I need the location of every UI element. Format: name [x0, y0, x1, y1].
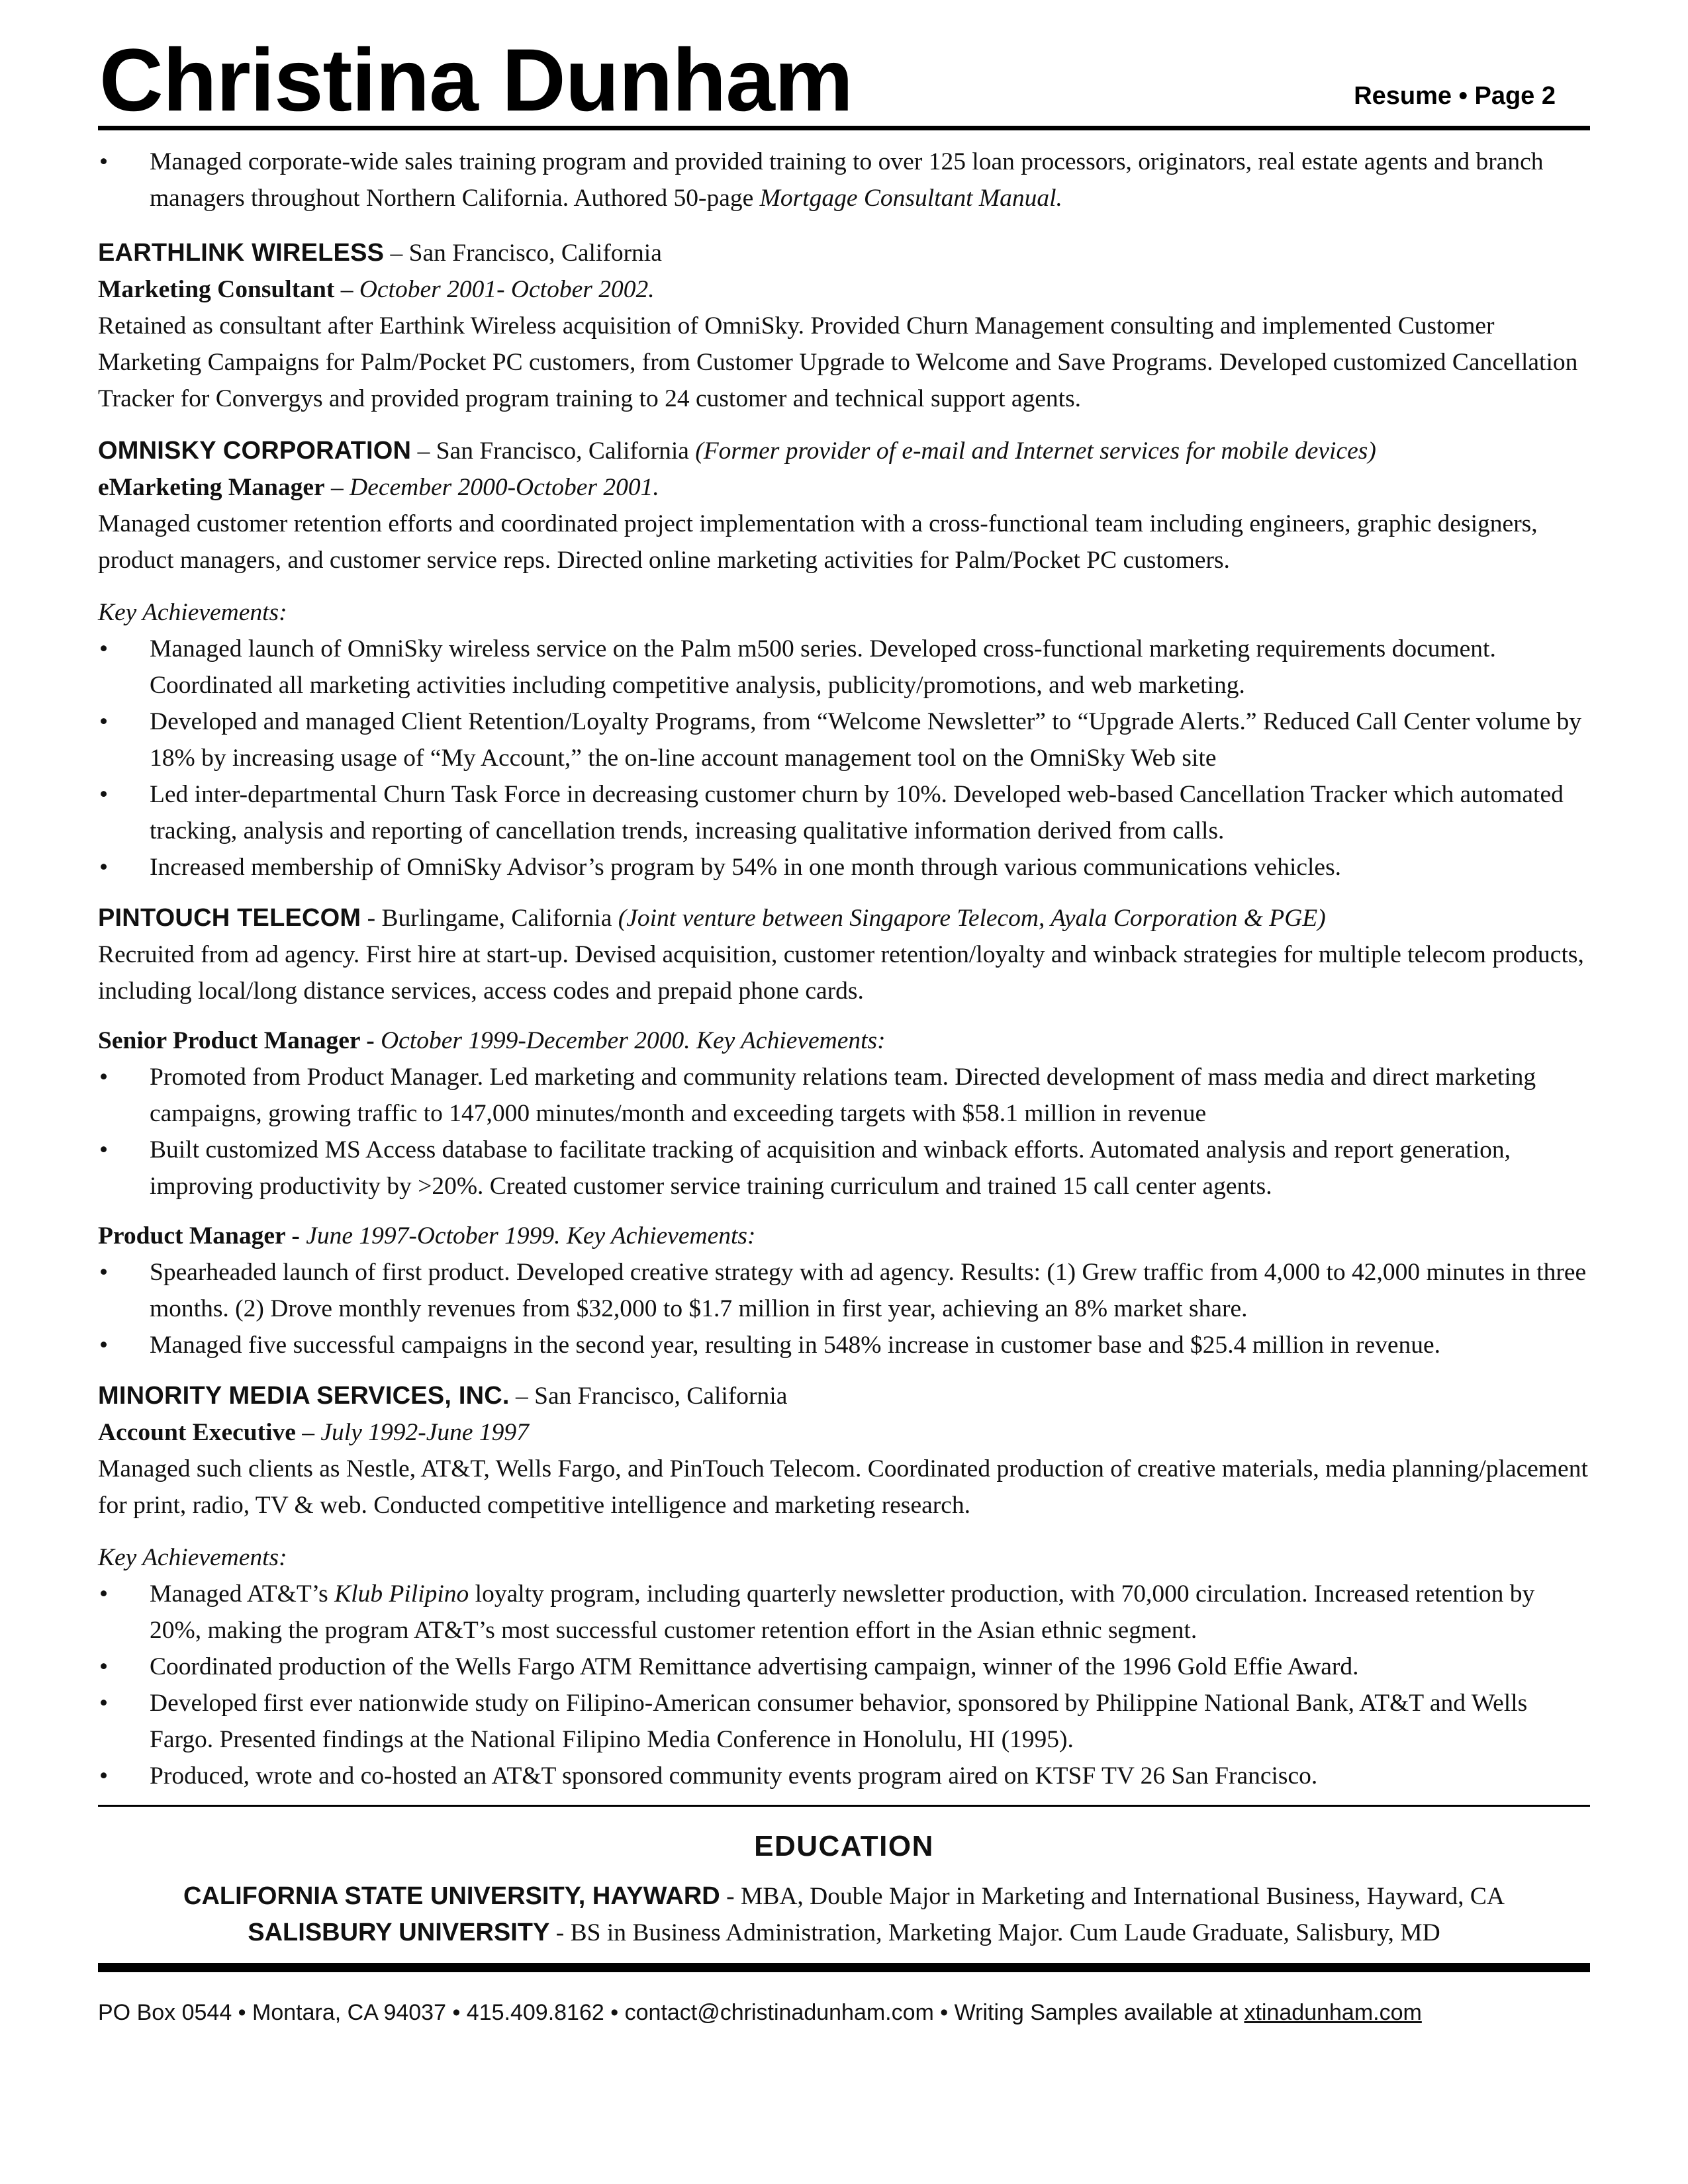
- list-item: • Managed corporate-wide sales training program and provided training to over 125 loan processors, originators, real estate agents and branch managers throughout Northern California. Authored 50-page Mortgage Consultant Manual.: [98, 144, 1590, 216]
- earthlink-heading: [98, 235, 1590, 271]
- company-location: – San Francisco, California: [411, 437, 696, 465]
- page-label: Resume • Page 2: [1354, 82, 1556, 110]
- list-item: • Led inter-departmental Churn Task Force in decreasing customer churn by 10%. Developed web-based Cancellation Tracker which automated tracking, analysis and reporting of cancellation trends, increasing qualitative information derived from calls.: [98, 776, 1590, 849]
- earthlink-role: [98, 271, 1590, 308]
- contact-footer: [98, 1995, 1590, 2031]
- degree-detail: - MBA, Double Major in Marketing and International Business, Hayward, CA: [720, 1883, 1505, 1910]
- company-location: – San Francisco, California: [509, 1383, 788, 1410]
- list-item: • Increased membership of OmniSky Advisor’s program by 54% in one month through various communications vehicles.: [98, 849, 1590, 886]
- role-dates: – July 1992-June 1997: [295, 1419, 529, 1446]
- role-dates: October 1999-December 2000. Key Achievements:: [381, 1027, 886, 1054]
- list-item: • Managed five successful campaigns in the second year, resulting in 548% increase in customer base and $25.4 million in revenue.: [98, 1327, 1590, 1363]
- company-note: (Former provider of e-mail and Internet services for mobile devices): [695, 437, 1376, 465]
- footer-rule: [98, 1963, 1590, 1972]
- website-link[interactable]: xtinadunham.com: [1244, 2000, 1422, 2025]
- list-item: • Promoted from Product Manager. Led marketing and community relations team. Directed development of mass media and direct marketing campaigns, growing traffic to 147,000 minutes/month and exceeding targets with $58.1 million in revenue: [98, 1059, 1590, 1132]
- earthlink-description: Retained as consultant after Earthink Wireless acquisition of OmniSky. Provided Churn Management consulting and implemented Customer Marketing Campaigns for Palm/Pocket PC customers, from Customer Upgrade to Welcome and Save Programs. Developed customized Cancellation Tracker for Convergys and provided program training to 24 customer and technical support agents.: [98, 312, 1578, 412]
- senior-pm-achievements: [98, 1059, 1590, 1205]
- school-name: CALIFORNIA STATE UNIVERSITY, HAYWARD: [183, 1882, 720, 1910]
- intro-bullet-list: [98, 144, 1590, 216]
- minority-description: Managed such clients as Nestle, AT&T, Wells Fargo, and PinTouch Telecom. Coordinated production of creative materials, media planning/placement for print, radio, TV & web. Conducted competitive intelligence and marketing research.: [98, 1455, 1588, 1519]
- list-item: • Managed AT&T’s Klub Pilipino loyalty program, including quarterly newsletter production, with 70,000 circulation. Increased retention by 20%, making the program AT&T’s most successful customer retention effort in the Asian ethnic segment.: [98, 1576, 1590, 1649]
- minority-role: [98, 1414, 1590, 1451]
- contact-details: PO Box 0544 • Montara, CA 94037 • 415.409.8162 • contact@christinadunham.com • Writing Samples available at: [98, 2000, 1244, 2025]
- role-title: Account Executive: [98, 1419, 296, 1446]
- role-title: eMarketing Manager: [98, 474, 325, 501]
- company-location: - Burlingame, California: [361, 905, 618, 932]
- minority-heading: [98, 1378, 1590, 1414]
- minority-achievements: [98, 1576, 1590, 1794]
- company-name: MINORITY MEDIA SERVICES, INC.: [98, 1382, 510, 1410]
- role-title: Product Manager -: [98, 1222, 306, 1250]
- omnisky-achievements: [98, 631, 1590, 886]
- company-note: (Joint venture between Singapore Telecom, Ayala Corporation & PGE): [618, 905, 1326, 932]
- pintouch-heading: [98, 900, 1590, 936]
- resume-page: [98, 26, 1590, 2031]
- company-name: PINTOUCH TELECOM: [98, 904, 361, 932]
- pintouch-description: Recruited from ad agency. First hire at start-up. Devised acquisition, customer retention/loyalty and winback strategies for multiple telecom products, including local/long distance services, access codes and prepaid phone cards.: [98, 941, 1584, 1005]
- list-item: • Spearheaded launch of first product. Developed creative strategy with ad agency. Results: (1) Grew traffic from 4,000 to 42,000 minutes in three months. (2) Drove monthly revenues from $32,000 to $1.7 million in first year, achieving an 8% market share.: [98, 1254, 1590, 1327]
- section-divider: [98, 1805, 1590, 1807]
- list-item: • Developed first ever nationwide study on Filipino-American consumer behavior, sponsored by Philippine National Bank, AT&T and Wells Fargo. Presented findings at the National Filipino Media Conference in Honolulu, HI (1995).: [98, 1685, 1590, 1758]
- degree-detail: - BS in Business Administration, Marketing Major. Cum Laude Graduate, Salisbury, MD: [549, 1919, 1440, 1946]
- pm-role: [98, 1218, 1590, 1254]
- omnisky-description: Managed customer retention efforts and coordinated project implementation with a cross-functional team including engineers, graphic designers, product managers, and customer service reps. Directed online marketing activities for Palm/Pocket PC customers.: [98, 510, 1538, 574]
- education-entry: [98, 1878, 1590, 1915]
- role-dates: – December 2000-October 2001.: [324, 474, 659, 501]
- pm-achievements: [98, 1254, 1590, 1363]
- education-entry: [98, 1915, 1590, 1951]
- resume-body: [98, 144, 1590, 2031]
- list-item: • Managed launch of OmniSky wireless service on the Palm m500 series. Developed cross-functional marketing requirements document. Coordinated all marketing activities including competitive analysis, publicity/promotions, and web marketing.: [98, 631, 1590, 704]
- education-heading: EDUCATION: [754, 1830, 934, 1862]
- list-item: • Coordinated production of the Wells Fargo ATM Remittance advertising campaign, winner of the 1996 Gold Effie Award.: [98, 1649, 1590, 1685]
- key-achievements-label: Key Achievements:: [98, 1544, 287, 1571]
- role-dates: June 1997-October 1999. Key Achievements:: [306, 1222, 756, 1250]
- company-name: OMNISKY CORPORATION: [98, 437, 412, 465]
- role-dates: – October 2001- October 2002.: [334, 276, 655, 303]
- omnisky-heading: [98, 433, 1590, 469]
- candidate-name: Christina Dunham: [99, 31, 853, 130]
- list-item: • Developed and managed Client Retention/Loyalty Programs, from “Welcome Newsletter” to “Upgrade Alerts.” Reduced Call Center volume by 18% by increasing usage of “My Account,” the on-line account management tool on the OmniSky Web site: [98, 704, 1590, 776]
- senior-pm-role: [98, 1023, 1590, 1059]
- company-location: – San Francisco, California: [384, 240, 662, 267]
- list-item: • Built customized MS Access database to facilitate tracking of acquisition and winback efforts. Automated analysis and report generation, improving productivity by >20%. Created customer service training curriculum and trained 15 call center agents.: [98, 1132, 1590, 1205]
- resume-header: [98, 26, 1590, 130]
- manual-title: Mortgage Consultant Manual.: [759, 185, 1062, 212]
- key-achievements-label: Key Achievements:: [98, 599, 287, 626]
- role-title: Senior Product Manager -: [98, 1027, 381, 1054]
- role-title: Marketing Consultant: [98, 276, 335, 303]
- list-item: • Produced, wrote and co-hosted an AT&T sponsored community events program aired on KTSF TV 26 San Francisco.: [98, 1758, 1590, 1794]
- program-name: Klub Pilipino: [334, 1580, 469, 1608]
- company-name: EARTHLINK WIRELESS: [98, 239, 385, 267]
- school-name: SALISBURY UNIVERSITY: [248, 1919, 550, 1946]
- omnisky-role: [98, 469, 1590, 506]
